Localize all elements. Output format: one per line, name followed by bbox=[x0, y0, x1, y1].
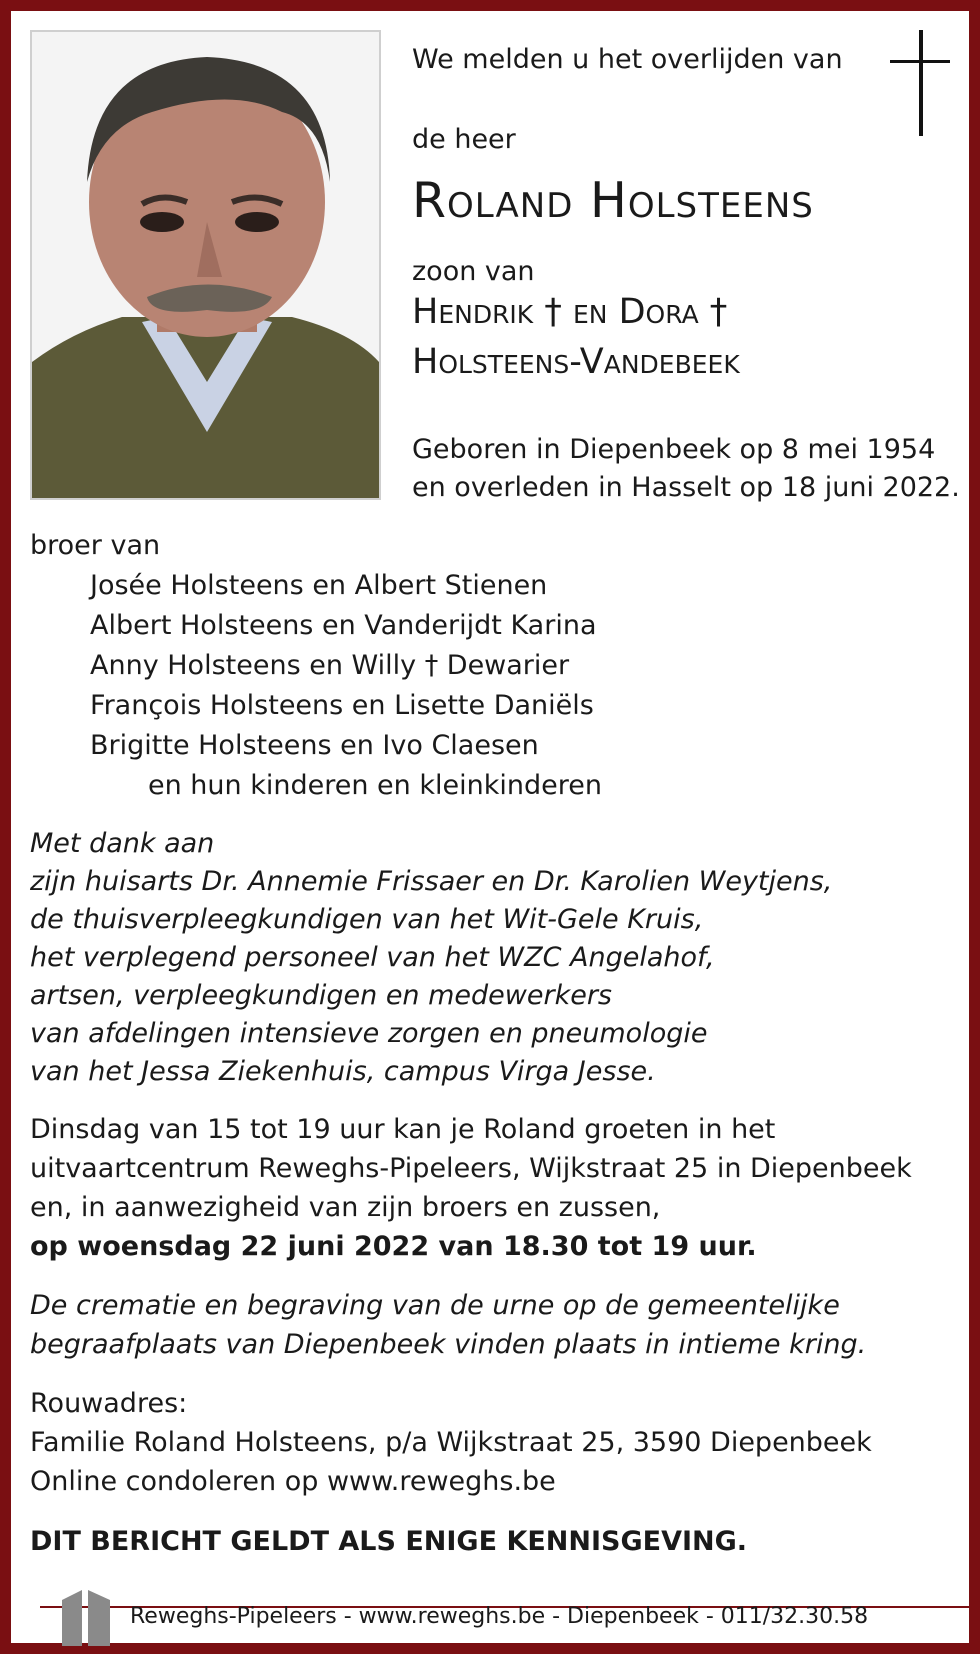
funeral-home-logo-icon bbox=[60, 1586, 112, 1646]
address-text: Familie Roland Holsteens, p/a Wijkstraat 25, 3590 Diepenbeek bbox=[30, 1427, 872, 1458]
thanks-line: Met dank aan bbox=[30, 828, 215, 859]
list-item: Albert Holsteens en Vanderijdt Karina bbox=[90, 610, 597, 641]
visitation-line: Dinsdag van 15 tot 19 uur kan je Roland groeten in het bbox=[30, 1114, 776, 1145]
cross-icon bbox=[890, 30, 950, 136]
online-condolence: Online condoleren op www.reweghs.be bbox=[30, 1466, 556, 1497]
intro-text: We melden u het overlijden van bbox=[412, 44, 843, 75]
cremation-line: begraafplaats van Diepenbeek vinden plaats in intieme kring. bbox=[30, 1329, 867, 1360]
portrait-photo bbox=[30, 30, 381, 500]
list-item: Brigitte Holsteens en Ivo Claesen bbox=[90, 730, 539, 761]
address-label: Rouwadres: bbox=[30, 1388, 188, 1419]
visitation-line: en, in aanwezigheid van zijn broers en zussen, bbox=[30, 1192, 661, 1223]
deceased-name: Roland Holsteens bbox=[412, 172, 814, 229]
notice-text: DIT BERICHT GELDT ALS ENIGE KENNISGEVING. bbox=[30, 1526, 748, 1557]
thanks-line: artsen, verpleegkundigen en medewerkers bbox=[30, 980, 613, 1011]
thanks-line: van het Jessa Ziekenhuis, campus Virga Jesse. bbox=[30, 1056, 656, 1087]
parents-line-1: Hendrik † en Dora † bbox=[412, 292, 728, 332]
thanks-line: van afdelingen intensieve zorgen en pneumologie bbox=[30, 1018, 708, 1049]
list-item: Anny Holsteens en Willy † Dewarier bbox=[90, 650, 570, 681]
parents-line-2: Holsteens-Vandebeek bbox=[412, 342, 740, 382]
thanks-line: het verplegend personeel van het WZC Angelahof, bbox=[30, 942, 715, 973]
son-of-label: zoon van bbox=[412, 256, 535, 287]
footer-contact: Reweghs-Pipeleers - www.reweghs.be - Diepenbeek - 011/32.30.58 bbox=[130, 1604, 869, 1629]
cremation-line: De crematie en begraving van de urne op de gemeentelijke bbox=[30, 1290, 840, 1321]
title-prefix: de heer bbox=[412, 124, 516, 155]
died-line: en overleden in Hasselt op 18 juni 2022. bbox=[412, 472, 960, 503]
sibling-label: broer van bbox=[30, 530, 161, 561]
thanks-line: zijn huisarts Dr. Annemie Frissaer en Dr. Karolien Weytjens, bbox=[30, 866, 833, 897]
born-line: Geboren in Diepenbeek op 8 mei 1954 bbox=[412, 434, 936, 465]
thanks-line: de thuisverpleegkundigen van het Wit-Gele Kruis, bbox=[30, 904, 704, 935]
siblings-extra: en hun kinderen en kleinkinderen bbox=[148, 770, 602, 801]
visitation-line: uitvaartcentrum Reweghs-Pipeleers, Wijkstraat 25 in Diepenbeek bbox=[30, 1153, 912, 1184]
visitation-date: op woensdag 22 juni 2022 van 18.30 tot 19 uur. bbox=[30, 1231, 757, 1262]
list-item: Josée Holsteens en Albert Stienen bbox=[90, 570, 548, 601]
list-item: François Holsteens en Lisette Daniëls bbox=[90, 690, 594, 721]
